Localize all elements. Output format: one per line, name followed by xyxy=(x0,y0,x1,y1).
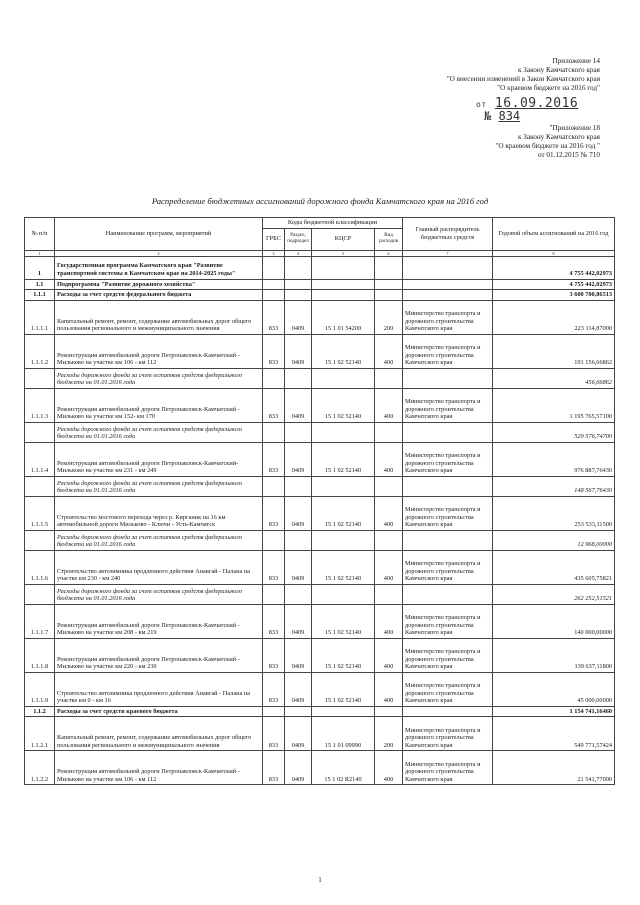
page-number: 1 xyxy=(318,876,322,884)
cell-grbs xyxy=(263,422,285,442)
table-row xyxy=(25,584,615,604)
cell-num: 1.1.1.9 xyxy=(25,672,55,706)
header-line: от 01.12.2015 № 710 xyxy=(537,151,600,159)
cell-vr: 400 xyxy=(375,388,403,422)
cell-razdel xyxy=(285,584,312,604)
column-header-ksr: КЦСР xyxy=(312,228,375,250)
cell-name: Строительство автозимника продленного действия Анавгай - Палана на участке км 0 - км 16 xyxy=(55,672,263,706)
cell-razdel xyxy=(285,279,312,290)
cell-grbs xyxy=(263,256,285,279)
cell-grbs: 833 xyxy=(263,334,285,368)
cell-razdel xyxy=(285,476,312,496)
table-row xyxy=(25,530,615,550)
cell-ksr xyxy=(312,279,375,290)
cell-vr: 400 xyxy=(375,334,403,368)
cell-vr xyxy=(375,706,403,717)
cell-razdel: 0409 xyxy=(285,334,312,368)
cell-vr xyxy=(375,368,403,388)
column-index: 4 xyxy=(285,250,312,256)
header-line: "О краевом бюджете на 2016 год" xyxy=(497,84,600,92)
cell-num xyxy=(25,368,55,388)
cell-grbs: 833 xyxy=(263,550,285,584)
cell-num: 1.1.2.1 xyxy=(25,717,55,751)
cell-num: 1.1 xyxy=(25,279,55,290)
cell-razdel: 0409 xyxy=(285,442,312,476)
cell-name: Государственная программа Камчатского края "Развитие транспортной системы в Камчатском крае на 2014-2025 годы" xyxy=(55,256,263,279)
cell-vr: 400 xyxy=(375,496,403,530)
cell-ksr: 15 1 02 52140 xyxy=(312,604,375,638)
cell-num: 1.1.1.5 xyxy=(25,496,55,530)
cell-vr xyxy=(375,584,403,604)
cell-ksr: 15 1 02 52140 xyxy=(312,638,375,672)
cell-ksr xyxy=(312,290,375,301)
cell-grbs xyxy=(263,290,285,301)
table-row xyxy=(25,751,615,785)
table-row xyxy=(25,368,615,388)
cell-num: 1.1.1.4 xyxy=(25,442,55,476)
cell-manager xyxy=(403,256,493,279)
cell-amount: 456,66862 xyxy=(493,368,615,388)
table-row xyxy=(25,442,615,476)
cell-razdel: 0409 xyxy=(285,672,312,706)
cell-ksr: 15 1 02 52140 xyxy=(312,388,375,422)
cell-vr xyxy=(375,422,403,442)
cell-vr: 200 xyxy=(375,300,403,334)
cell-ksr xyxy=(312,706,375,717)
column-group-budget-codes: Коды бюджетной классификации xyxy=(263,218,403,229)
cell-vr: 400 xyxy=(375,442,403,476)
header-line: "О краевом бюджете на 2016 год " xyxy=(495,142,600,150)
column-index: 6 xyxy=(375,250,403,256)
appendix-18-header xyxy=(495,124,600,160)
cell-num: 1.1.2.2 xyxy=(25,751,55,785)
column-header-razdel: Раздел, подраздел xyxy=(285,228,312,250)
cell-razdel: 0409 xyxy=(285,751,312,785)
table-row xyxy=(25,334,615,368)
cell-ksr xyxy=(312,476,375,496)
cell-ksr: 15 1 02 52140 xyxy=(312,550,375,584)
cell-amount: 12 968,00000 xyxy=(493,530,615,550)
table-row xyxy=(25,476,615,496)
cell-amount: 529 576,74700 xyxy=(493,422,615,442)
cell-amount: 1 154 741,16460 xyxy=(493,706,615,717)
cell-manager xyxy=(403,584,493,604)
cell-ksr: 15 1 02 52140 xyxy=(312,672,375,706)
cell-amount: 45 000,00000 xyxy=(493,672,615,706)
cell-num xyxy=(25,584,55,604)
cell-razdel: 0409 xyxy=(285,388,312,422)
cell-vr: 400 xyxy=(375,550,403,584)
cell-ksr xyxy=(312,530,375,550)
cell-vr: 400 xyxy=(375,751,403,785)
cell-vr xyxy=(375,256,403,279)
column-index: 8 xyxy=(493,250,615,256)
stamp-number-label: № xyxy=(484,109,492,123)
registration-number-stamp xyxy=(484,109,520,123)
cell-manager: Министерство транспорта и дорожного строительства Камчатского края xyxy=(403,496,493,530)
cell-amount: 148 567,76430 xyxy=(493,476,615,496)
cell-manager: Министерство транспорта и дорожного строительства Камчатского края xyxy=(403,300,493,334)
cell-num: 1.1.1.6 xyxy=(25,550,55,584)
cell-razdel xyxy=(285,368,312,388)
cell-amount: 139 637,11800 xyxy=(493,638,615,672)
table-row xyxy=(25,550,615,584)
cell-razdel: 0409 xyxy=(285,717,312,751)
table-row xyxy=(25,300,615,334)
cell-amount: 140 000,00000 xyxy=(493,604,615,638)
cell-manager xyxy=(403,706,493,717)
cell-grbs: 833 xyxy=(263,442,285,476)
cell-amount: 976 887,76430 xyxy=(493,442,615,476)
cell-ksr: 15 1 01 54200 xyxy=(312,300,375,334)
cell-grbs: 833 xyxy=(263,604,285,638)
cell-amount: 435 605,75821 xyxy=(493,550,615,584)
cell-num: 1 xyxy=(25,256,55,279)
cell-num xyxy=(25,476,55,496)
column-header-name: Наименование программ, мероприятий xyxy=(55,218,263,251)
cell-ksr: 15 1 01 09990 xyxy=(312,717,375,751)
stamp-date-label: от xyxy=(476,100,487,109)
cell-vr: 200 xyxy=(375,717,403,751)
table-row xyxy=(25,604,615,638)
cell-manager: Министерство транспорта и дорожного строительства Камчатского края xyxy=(403,717,493,751)
header-line: Приложение 14 xyxy=(552,57,600,65)
cell-manager xyxy=(403,476,493,496)
table-row xyxy=(25,422,615,442)
cell-name: Строительство мостового перехода через р. Кирганик на 16 км автомобильной дороги Мильково - Ключи - Усть-Камчатск xyxy=(55,496,263,530)
cell-grbs xyxy=(263,584,285,604)
cell-manager xyxy=(403,290,493,301)
cell-razdel xyxy=(285,530,312,550)
cell-manager: Министерство транспорта и дорожного строительства Камчатского края xyxy=(403,751,493,785)
cell-ksr xyxy=(312,422,375,442)
budget-allocation-table xyxy=(24,217,615,785)
cell-razdel xyxy=(285,422,312,442)
cell-ksr xyxy=(312,584,375,604)
cell-razdel: 0409 xyxy=(285,496,312,530)
cell-grbs xyxy=(263,530,285,550)
cell-vr: 400 xyxy=(375,672,403,706)
cell-amount: 3 600 700,86513 xyxy=(493,290,615,301)
cell-vr xyxy=(375,530,403,550)
table-row xyxy=(25,717,615,751)
table-row xyxy=(25,388,615,422)
table-row xyxy=(25,279,615,290)
cell-amount: 191 156,66862 xyxy=(493,334,615,368)
cell-grbs xyxy=(263,368,285,388)
cell-name: Реконструкция автомобильной дороги Петропавловск-Камчатский - Мильково на участке км 106 - км 112 xyxy=(55,751,263,785)
cell-manager xyxy=(403,422,493,442)
header-line: "Приложение 18 xyxy=(549,124,600,132)
cell-manager: Министерство транспорта и дорожного строительства Камчатского края xyxy=(403,334,493,368)
cell-razdel xyxy=(285,706,312,717)
cell-amount: 1 195 765,57100 xyxy=(493,388,615,422)
cell-name: Расходы за счет средств краевого бюджета xyxy=(55,706,263,717)
table-row xyxy=(25,256,615,279)
cell-grbs: 833 xyxy=(263,751,285,785)
cell-num: 1.1.2 xyxy=(25,706,55,717)
cell-name: Расходы дорожного фонда за счет остатков средств федерального бюджета на 01.01.2016 года xyxy=(55,584,263,604)
cell-name: Реконструкция автомобильной дороги Петропавловск-Камчатский - Мильково на участке км 208 - км 219 xyxy=(55,604,263,638)
cell-manager xyxy=(403,279,493,290)
cell-num: 1.1.1.3 xyxy=(25,388,55,422)
cell-name: Капитальный ремонт, ремонт, содержание автомобильных дорог общего пользования регионального и межмуниципального значения xyxy=(55,300,263,334)
cell-grbs: 833 xyxy=(263,496,285,530)
cell-razdel: 0409 xyxy=(285,638,312,672)
cell-ksr xyxy=(312,256,375,279)
cell-razdel: 0409 xyxy=(285,550,312,584)
table-row xyxy=(25,706,615,717)
cell-num: 1.1.1.8 xyxy=(25,638,55,672)
column-index: 7 xyxy=(403,250,493,256)
cell-vr: 400 xyxy=(375,638,403,672)
table-row xyxy=(25,638,615,672)
header-line: "О внесении изменений в Закон Камчатского края xyxy=(446,75,600,83)
cell-manager: Министерство транспорта и дорожного строительства Камчатского края xyxy=(403,388,493,422)
cell-name: Расходы за счет средств федерального бюджета xyxy=(55,290,263,301)
cell-ksr xyxy=(312,368,375,388)
cell-num xyxy=(25,530,55,550)
cell-num: 1.1.1.1 xyxy=(25,300,55,334)
cell-ksr: 15 1 02 52140 xyxy=(312,442,375,476)
cell-manager: Министерство транспорта и дорожного строительства Камчатского края xyxy=(403,672,493,706)
cell-vr: 400 xyxy=(375,604,403,638)
appendix-14-header xyxy=(447,57,600,93)
cell-grbs: 833 xyxy=(263,300,285,334)
cell-grbs xyxy=(263,706,285,717)
cell-num: 1.1.1.7 xyxy=(25,604,55,638)
cell-vr xyxy=(375,279,403,290)
cell-razdel xyxy=(285,256,312,279)
cell-name: Реконструкция автомобильной дороги Петропавловск-Камчатский - Мильково на участке км 106 - км 112 xyxy=(55,334,263,368)
cell-manager xyxy=(403,530,493,550)
column-header-grbs: ГРБС xyxy=(263,228,285,250)
cell-razdel: 0409 xyxy=(285,604,312,638)
cell-name: Расходы дорожного фонда за счет остатков средств федерального бюджета на 01.01.2016 года xyxy=(55,476,263,496)
cell-vr xyxy=(375,476,403,496)
cell-grbs: 833 xyxy=(263,638,285,672)
header-line: к Закону Камчатского края xyxy=(518,133,600,141)
cell-num: 1.1.1.2 xyxy=(25,334,55,368)
cell-razdel: 0409 xyxy=(285,300,312,334)
table-row xyxy=(25,290,615,301)
cell-amount: 253 533,11500 xyxy=(493,496,615,530)
column-header-vr: Вид расходов xyxy=(375,228,403,250)
cell-num: 1.1.1 xyxy=(25,290,55,301)
cell-amount: 262 252,51521 xyxy=(493,584,615,604)
cell-manager xyxy=(403,368,493,388)
table-row xyxy=(25,496,615,530)
cell-grbs xyxy=(263,476,285,496)
cell-num xyxy=(25,422,55,442)
column-header-amount: Годовой объем ассигнований на 2016 год xyxy=(493,218,615,251)
cell-manager: Министерство транспорта и дорожного строительства Камчатского края xyxy=(403,638,493,672)
cell-ksr: 15 1 02 52140 xyxy=(312,496,375,530)
cell-amount: 4 755 442,02973 xyxy=(493,256,615,279)
cell-amount: 223 114,87000 xyxy=(493,300,615,334)
cell-name: Капитальный ремонт, ремонт, содержание автомобильных дорог общего пользования регионального и межмуниципального значения xyxy=(55,717,263,751)
cell-amount: 549 771,57424 xyxy=(493,717,615,751)
cell-amount: 21 541,77000 xyxy=(493,751,615,785)
document-title: Распределение бюджетных ассигнований дорожного фонда Камчатского края на 2016 год xyxy=(151,196,489,206)
cell-name: Реконструкция автомобильной дороги Петропавловск-Камчатский - Мильково на участке км 152- км 170 xyxy=(55,388,263,422)
cell-grbs: 833 xyxy=(263,672,285,706)
cell-name: Строительство автозимника продленного действия Анавгай - Палана на участке км 230 - км 240 xyxy=(55,550,263,584)
cell-manager: Министерство транспорта и дорожного строительства Камчатского края xyxy=(403,604,493,638)
cell-grbs: 833 xyxy=(263,388,285,422)
cell-amount: 4 755 442,02973 xyxy=(493,279,615,290)
table-row xyxy=(25,672,615,706)
cell-manager: Министерство транспорта и дорожного строительства Камчатского края xyxy=(403,550,493,584)
column-index: 3 xyxy=(263,250,285,256)
cell-vr xyxy=(375,290,403,301)
cell-name: Расходы дорожного фонда за счет остатков средств федерального бюджета на 01.01.2016 года xyxy=(55,530,263,550)
cell-grbs xyxy=(263,279,285,290)
stamp-number-value: 834 xyxy=(498,109,521,123)
cell-manager: Министерство транспорта и дорожного строительства Камчатского края xyxy=(403,442,493,476)
cell-name: Расходы дорожного фонда за счет остатков средств федерального бюджета на 01.01.2016 года xyxy=(55,368,263,388)
cell-name: Подпрограмма "Развитие дорожного хозяйства" xyxy=(55,279,263,290)
column-index: 2 xyxy=(55,250,263,256)
stamp-date-value: 16.09.2016 xyxy=(494,96,579,111)
column-index: 5 xyxy=(312,250,375,256)
column-header-manager: Главный распорядитель бюджетных средств xyxy=(403,218,493,251)
cell-grbs: 833 xyxy=(263,717,285,751)
column-index: 1 xyxy=(25,250,55,256)
cell-name: Реконструкция автомобильной дороги Петропавловск-Камчатский - Мильково на участке км 220 - км 230 xyxy=(55,638,263,672)
cell-razdel xyxy=(285,290,312,301)
cell-name: Реконструкция автомобильной дороги Петропавловск-Камчатский-Мильково на участке км 231 - км 249 xyxy=(55,442,263,476)
cell-ksr: 15 1 02 52140 xyxy=(312,334,375,368)
cell-ksr: 15 1 02 R2140 xyxy=(312,751,375,785)
column-header-num: № п/п xyxy=(25,218,55,251)
cell-name: Расходы дорожного фонда за счет остатков средств федерального бюджета на 01.01.2016 года xyxy=(55,422,263,442)
header-line: к Закону Камчатского края xyxy=(518,66,600,74)
